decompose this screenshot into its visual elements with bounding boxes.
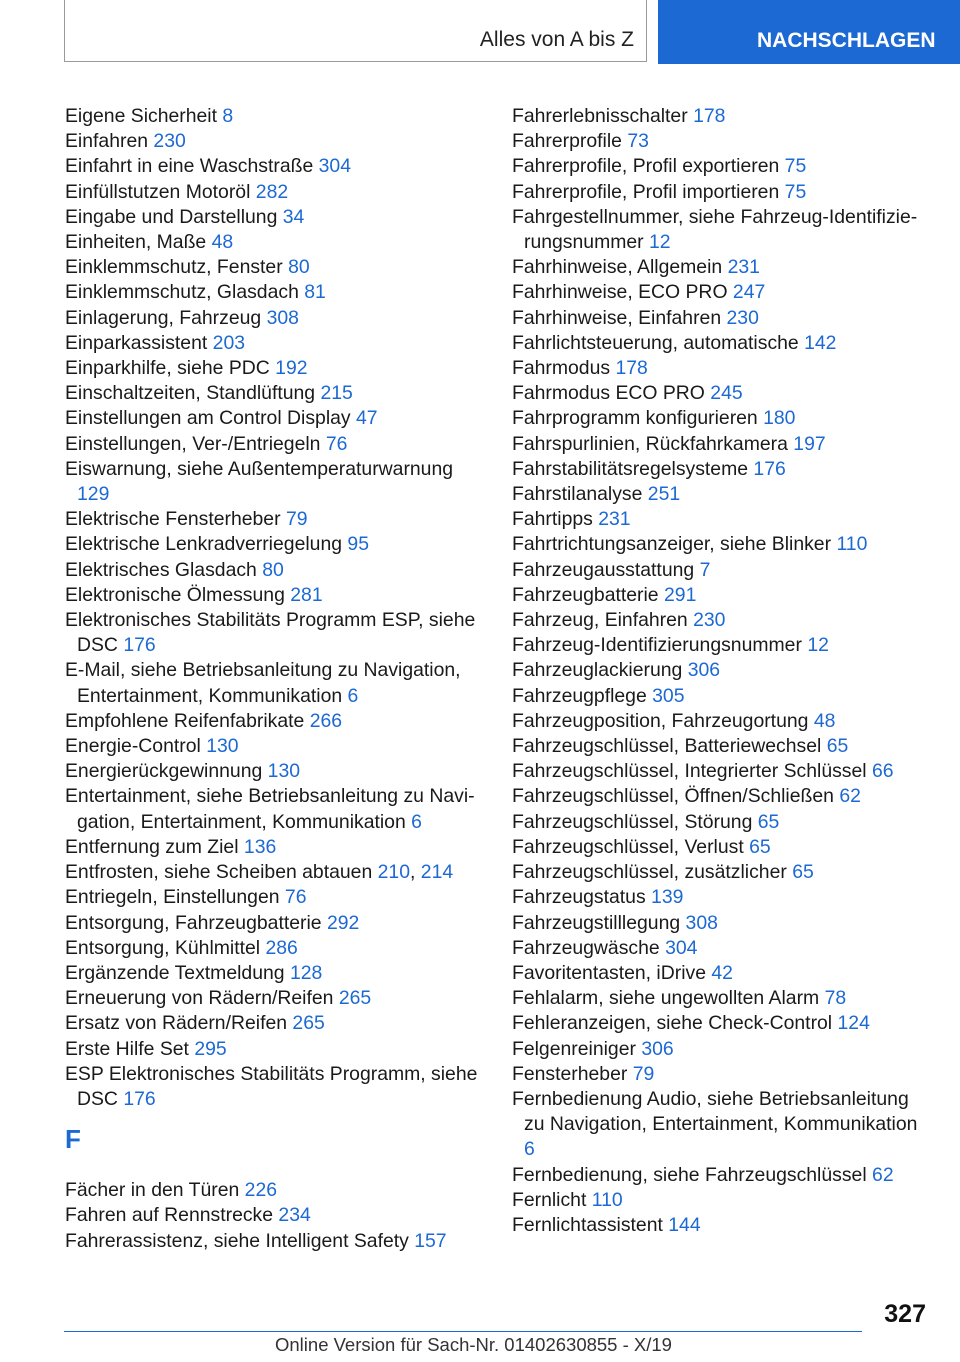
index-entry: [512, 860, 932, 885]
page-reference-link[interactable]: 282: [255, 180, 289, 203]
index-entry: [65, 230, 485, 255]
index-entry: [512, 784, 932, 809]
index-term: Elektronisches Stabilitäts Programm ESP, siehe DSC: [65, 609, 476, 657]
index-entry: [65, 709, 485, 734]
index-term: Fahrzeugschlüssel, Störung: [512, 810, 753, 833]
index-term: Fahrzeugstilllegung: [512, 911, 681, 934]
index-term: Fehlalarm, siehe ungewollten Alarm: [512, 987, 820, 1010]
index-term: Einschaltzeiten, Standlüftung: [65, 382, 316, 405]
page-reference-link[interactable]: 66: [871, 760, 894, 783]
index-term: Entriegeln, Einstellungen: [65, 886, 280, 909]
index-entry: [512, 331, 932, 356]
index-term: Fahrzeug-Identifizierungsnummer: [512, 634, 802, 657]
index-term: Elektrische Fensterheber: [65, 508, 281, 531]
index-term: Fahrhinweise, Allgemein: [512, 256, 723, 279]
page-reference-link[interactable]: 62: [839, 785, 861, 808]
index-term: Empfohlene Reifenfabrikate: [65, 709, 305, 732]
page-reference-link[interactable]: 80: [262, 558, 284, 581]
index-term: Eigene Sicherheit: [65, 105, 217, 127]
index-term: Entertainment, siehe Betriebsanleitung zu Navigation, Entertainment, Kommunikation: [65, 785, 475, 833]
index-term: E-Mail, siehe Betriebsanleitung zu Navigation, Entertainment, Kommunikation: [65, 659, 461, 707]
index-term: Fahrzeugpflege: [512, 684, 647, 707]
online-version-note: Online Version für Sach-Nr. 01402630855 - X/19: [275, 1334, 672, 1355]
page-reference-link[interactable]: 215: [320, 382, 353, 405]
index-entry: [512, 280, 932, 305]
page-reference-link[interactable]: 81: [304, 281, 326, 304]
index-entry: [65, 835, 485, 860]
index-entry: [65, 759, 485, 784]
index-entry: [65, 658, 485, 708]
index-entry: [65, 280, 485, 305]
index-entry: [512, 1163, 932, 1188]
index-entry: [65, 1011, 485, 1036]
index-term: Energierückgewinnung: [65, 760, 263, 783]
index-entry: [512, 684, 932, 709]
index-term: Fernlicht: [512, 1188, 587, 1211]
index-term: Fahrzeugbatterie: [512, 583, 659, 606]
index-term: Einparkhilfe, siehe PDC: [65, 357, 270, 380]
index-entry: [65, 255, 485, 280]
index-term: Fahrzeuglackierung: [512, 659, 683, 682]
index-term: Fahren auf Rennstrecke: [65, 1204, 274, 1227]
page-reference-link[interactable]: 65: [826, 735, 849, 758]
tab-nachschlagen[interactable]: [658, 0, 960, 64]
page-reference-link[interactable]: 6: [347, 684, 359, 707]
section-title: Alles von A bis Z: [479, 28, 634, 51]
index-entry: [65, 1203, 485, 1228]
index-term: Fächer in den Türen: [65, 1179, 240, 1202]
index-term: Fahrzeugstatus: [512, 886, 646, 909]
page-reference-link[interactable]: 7: [699, 558, 711, 581]
page-reference-link[interactable]: 245: [710, 382, 743, 405]
index-entry: [512, 180, 932, 205]
footer-divider: [64, 1331, 862, 1332]
index-entry: [65, 608, 485, 658]
page-reference-link[interactable]: 95: [347, 533, 369, 556]
index-term: Erste Hilfe Set: [65, 1037, 189, 1060]
index-entry: [512, 608, 932, 633]
index-entry: [65, 104, 485, 129]
index-entry: [65, 457, 485, 507]
index-term: Energie-Control: [65, 735, 201, 758]
index-term: Fahrzeug, Einfahren: [512, 609, 688, 632]
index-entry: [512, 432, 932, 457]
index-entry: [65, 961, 485, 986]
index-term: Fahrerlebnisschalter: [512, 105, 688, 127]
page-ref-separator: ,: [410, 861, 416, 884]
page-number: 327: [884, 1300, 926, 1328]
page-reference-link[interactable]: 265: [292, 1012, 325, 1035]
index-term: Fernbedienung Audio, siehe Betriebsanleitung zu Navigation, Entertainment, Kommunikation: [512, 1087, 918, 1136]
index-term: Fahrprogramm konfigurieren: [512, 407, 758, 430]
index-column-right: [512, 104, 932, 1238]
page-reference-link[interactable]: 110: [591, 1188, 623, 1211]
index-term: Fahrhinweise, ECO PRO: [512, 281, 728, 304]
page-reference-link[interactable]: 178: [693, 105, 726, 127]
index-entry: [65, 154, 485, 179]
index-term: Fahrstilanalyse: [512, 483, 643, 506]
page-reference-link[interactable]: 142: [804, 331, 837, 354]
index-term: Fahrzeugposition, Fahrzeugortung: [512, 709, 809, 732]
index-term: Fehleranzeigen, siehe Check-Control: [512, 1012, 833, 1035]
index-entry: [65, 180, 485, 205]
page-reference-link[interactable]: 231: [598, 508, 631, 531]
index-entry: [512, 482, 932, 507]
index-term: Fahrerprofile: [512, 130, 622, 153]
index-term: Fahrzeugschlüssel, zusätzlicher: [512, 861, 787, 884]
index-term: Fahrtrichtungsanzeiger, siehe Blinker: [512, 533, 832, 556]
index-term: Einklemmschutz, Fenster: [65, 256, 283, 279]
index-term: Eingabe und Darstellung: [65, 205, 278, 228]
page-reference-link[interactable]: 178: [615, 357, 648, 380]
page-reference-link[interactable]: 291: [664, 583, 697, 606]
index-term: Entsorgung, Fahrzeugbatterie: [65, 911, 322, 934]
index-term: Fahrstabilitätsregelsysteme: [512, 457, 749, 480]
index-entry: [65, 583, 485, 608]
index-entry: [65, 331, 485, 356]
index-term: Einfahrt in eine Waschstraße: [65, 155, 314, 178]
page-reference-link[interactable]: 176: [753, 457, 786, 480]
page-reference-link[interactable]: 73: [627, 130, 649, 153]
index-letter-heading: F: [65, 1124, 81, 1155]
page-reference-link[interactable]: 110: [836, 533, 868, 556]
page-reference-link[interactable]: 230: [153, 130, 186, 153]
index-term: Eiswarnung, siehe Außentemperaturwarnung: [65, 457, 454, 480]
page-reference-link[interactable]: 192: [275, 357, 308, 380]
page-reference-link[interactable]: 124: [837, 1012, 870, 1035]
index-entry: [65, 1229, 485, 1254]
index-entry: [65, 784, 485, 834]
page-reference-link[interactable]: 234: [278, 1204, 311, 1227]
index-term: Entfernung zum Ziel: [65, 835, 239, 858]
index-entry: [65, 1062, 485, 1112]
tab-label: NACHSCHLAGEN: [757, 29, 936, 52]
index-term: Fahrerprofile, Profil exportieren: [512, 155, 780, 178]
index-term: Einstellungen am Control Display: [65, 407, 351, 430]
index-entry: [512, 911, 932, 936]
index-entry: [512, 205, 932, 255]
page-reference-link[interactable]: 34: [282, 205, 305, 228]
page-reference-link[interactable]: 139: [651, 886, 684, 909]
index-term: Fernbedienung, siehe Fahrzeugschlüssel: [512, 1163, 867, 1186]
index-entry: [65, 734, 485, 759]
page-reference-link[interactable]: 12: [807, 634, 829, 657]
index-term: Fahrzeugwäsche: [512, 936, 660, 959]
index-term: Einlagerung, Fahrzeug: [65, 306, 262, 329]
index-entry: [65, 558, 485, 583]
index-term: Fahrtipps: [512, 508, 593, 531]
page-reference-link[interactable]: 304: [665, 936, 698, 959]
index-entry: [512, 381, 932, 406]
page-reference-link[interactable]: 78: [824, 987, 847, 1010]
page-reference-link[interactable]: 304: [318, 155, 351, 178]
page-reference-link[interactable]: 180: [763, 407, 796, 430]
page-reference-link[interactable]: 8: [222, 105, 234, 127]
index-entry: [512, 1037, 932, 1062]
index-term: Fahrgestellnummer, siehe Fahrzeug-Identifizierungsnummer: [512, 205, 918, 254]
page-reference-link[interactable]: 210: [377, 861, 410, 884]
page-reference-link[interactable]: 79: [632, 1062, 655, 1085]
index-term: Elektrisches Glasdach: [65, 558, 257, 581]
page-reference-link[interactable]: 62: [872, 1163, 894, 1186]
index-entry: [65, 532, 485, 557]
index-entry: [512, 759, 932, 784]
page-reference-link[interactable]: 226: [244, 1179, 278, 1202]
index-entry: [512, 810, 932, 835]
page-reference-link[interactable]: 47: [356, 407, 378, 430]
page-reference-link[interactable]: 76: [325, 432, 348, 455]
page-reference-link[interactable]: 306: [641, 1037, 674, 1060]
index-entry: [512, 936, 932, 961]
index-term: Einfüllstutzen Motoröl: [65, 180, 251, 203]
index-entry: [512, 633, 932, 658]
index-term: Einklemmschutz, Glasdach: [65, 281, 299, 304]
index-entry: [65, 406, 485, 431]
index-term: Fernlichtassistent: [512, 1213, 663, 1236]
index-entry: [512, 104, 932, 129]
page-reference-link[interactable]: 305: [652, 684, 685, 707]
index-entry: [65, 129, 485, 154]
index-entry: [65, 1037, 485, 1062]
page-reference-link[interactable]: 306: [687, 659, 721, 682]
index-entry: [512, 658, 932, 683]
index-term: Einparkassistent: [65, 331, 208, 354]
index-term: Fahrmodus: [512, 357, 611, 380]
page-reference-link[interactable]: 75: [784, 180, 807, 203]
index-entry: [65, 507, 485, 532]
page-reference-link[interactable]: 231: [727, 256, 760, 279]
index-term: ESP Elektronisches Stabilitäts Programm, siehe DSC: [65, 1062, 478, 1110]
index-entry: [65, 911, 485, 936]
index-entry: [65, 306, 485, 331]
index-term: Einheiten, Maße: [65, 231, 207, 254]
page-reference-link[interactable]: 308: [266, 306, 299, 329]
index-term: Fensterheber: [512, 1062, 628, 1085]
page-reference-link[interactable]: 230: [693, 609, 726, 632]
index-entry: [512, 1011, 932, 1036]
index-term: Entsorgung, Kühlmittel: [65, 936, 261, 959]
index-entry: [512, 1087, 932, 1163]
index-entry: [512, 583, 932, 608]
page-reference-link[interactable]: 65: [757, 810, 780, 833]
index-entry: [512, 356, 932, 381]
page-reference-link[interactable]: 6: [524, 1138, 535, 1161]
index-entry: [512, 532, 932, 557]
index-term: Fahrhinweise, Einfahren: [512, 306, 722, 329]
index-entry: [512, 1062, 932, 1087]
index-term: Fahrzeugschlüssel, Verlust: [512, 835, 744, 858]
page-reference-link[interactable]: 295: [194, 1037, 227, 1060]
page-reference-link[interactable]: 266: [309, 709, 343, 732]
page-reference-link[interactable]: 130: [206, 735, 239, 758]
page-reference-link[interactable]: 79: [285, 508, 308, 531]
page-reference-link[interactable]: 203: [212, 331, 246, 354]
index-entry: [512, 709, 932, 734]
index-entry: [65, 356, 485, 381]
page-reference-link[interactable]: 128: [289, 961, 323, 984]
page-reference-link[interactable]: 308: [685, 911, 718, 934]
index-term: Fahrerassistenz, siehe Intelligent Safety: [65, 1229, 409, 1252]
index-term: Fahrzeugschlüssel, Batteriewechsel: [512, 735, 822, 758]
index-term: Entfrosten, siehe Scheiben abtauen: [65, 861, 373, 884]
index-entry: [512, 961, 932, 986]
index-entry: [512, 558, 932, 583]
index-entry: [512, 129, 932, 154]
index-entry: [512, 1213, 932, 1238]
index-entry: [512, 255, 932, 280]
index-entry: [512, 154, 932, 179]
index-term: Fahrerprofile, Profil importieren: [512, 180, 780, 203]
page-reference-link[interactable]: 65: [749, 835, 771, 858]
page-reference-link[interactable]: 281: [290, 583, 323, 606]
page-reference-link[interactable]: 65: [792, 861, 814, 884]
index-term: Fahrzeugschlüssel, Öffnen/Schließen: [512, 785, 834, 808]
index-entry: [512, 457, 932, 482]
index-entry: [65, 1178, 485, 1203]
index-term: Elektronische Ölmessung: [65, 583, 285, 606]
page-reference-link[interactable]: 230: [726, 306, 759, 329]
page-reference-link[interactable]: 176: [123, 634, 156, 657]
index-entry: [512, 507, 932, 532]
index-term: Ergänzende Textmeldung: [65, 961, 285, 984]
page-reference-link[interactable]: 292: [326, 911, 360, 934]
index-term: Fahrlichtsteuerung, automatische: [512, 331, 799, 354]
page-reference-link[interactable]: 75: [784, 155, 807, 178]
index-entry: [65, 860, 485, 885]
index-term: Einfahren: [65, 130, 149, 153]
index-entry: [512, 306, 932, 331]
page-reference-link[interactable]: 157: [414, 1229, 447, 1252]
index-entry: [512, 986, 932, 1011]
index-term: Fahrzeugschlüssel, Integrierter Schlüssel: [512, 760, 867, 783]
index-term: Einstellungen, Ver-/Entriegeln: [65, 432, 321, 455]
page-reference-link[interactable]: 48: [813, 709, 836, 732]
index-term: Fahrzeugausstattung: [512, 558, 695, 581]
page-reference-link[interactable]: 176: [123, 1087, 156, 1110]
index-entry: [512, 835, 932, 860]
page-reference-link[interactable]: 12: [649, 231, 671, 254]
index-column-left: [65, 104, 485, 1254]
index-entry: [65, 381, 485, 406]
index-term: Felgenreiniger: [512, 1037, 636, 1060]
index-entry: [512, 1188, 932, 1213]
page-reference-link[interactable]: 80: [288, 256, 310, 279]
index-term: Ersatz von Rädern/Reifen: [65, 1012, 288, 1035]
page-reference-link[interactable]: 130: [267, 760, 301, 783]
page-reference-link[interactable]: 42: [711, 961, 733, 984]
page-reference-link[interactable]: 136: [243, 835, 277, 858]
index-entry: [65, 986, 485, 1011]
page-reference-link[interactable]: 129: [77, 483, 110, 506]
index-entry: [65, 936, 485, 961]
page-reference-link[interactable]: 214: [420, 861, 454, 884]
page-reference-link[interactable]: 286: [265, 936, 298, 959]
page-reference-link[interactable]: 144: [668, 1213, 701, 1236]
index-entry: [65, 205, 485, 230]
index-entry: [65, 885, 485, 910]
page-reference-link[interactable]: 197: [793, 432, 826, 455]
index-term: Favoritentasten, iDrive: [512, 961, 706, 984]
index-entry: [512, 885, 932, 910]
page-reference-link[interactable]: 76: [284, 886, 307, 909]
index-entry: [512, 734, 932, 759]
page-reference-link[interactable]: 265: [338, 987, 372, 1010]
page-reference-link[interactable]: 251: [647, 483, 681, 506]
page-reference-link[interactable]: 247: [732, 281, 766, 304]
page-reference-link[interactable]: 48: [211, 231, 234, 254]
page-reference-link[interactable]: 6: [411, 810, 422, 833]
index-term: Elektrische Lenkradverriegelung: [65, 533, 343, 556]
index-entry: [512, 406, 932, 431]
index-term: Erneuerung von Rädern/Reifen: [65, 987, 334, 1010]
index-term: Fahrmodus ECO PRO: [512, 382, 705, 405]
index-entry: [65, 432, 485, 457]
index-term: Fahrspurlinien, Rückfahrkamera: [512, 432, 788, 455]
